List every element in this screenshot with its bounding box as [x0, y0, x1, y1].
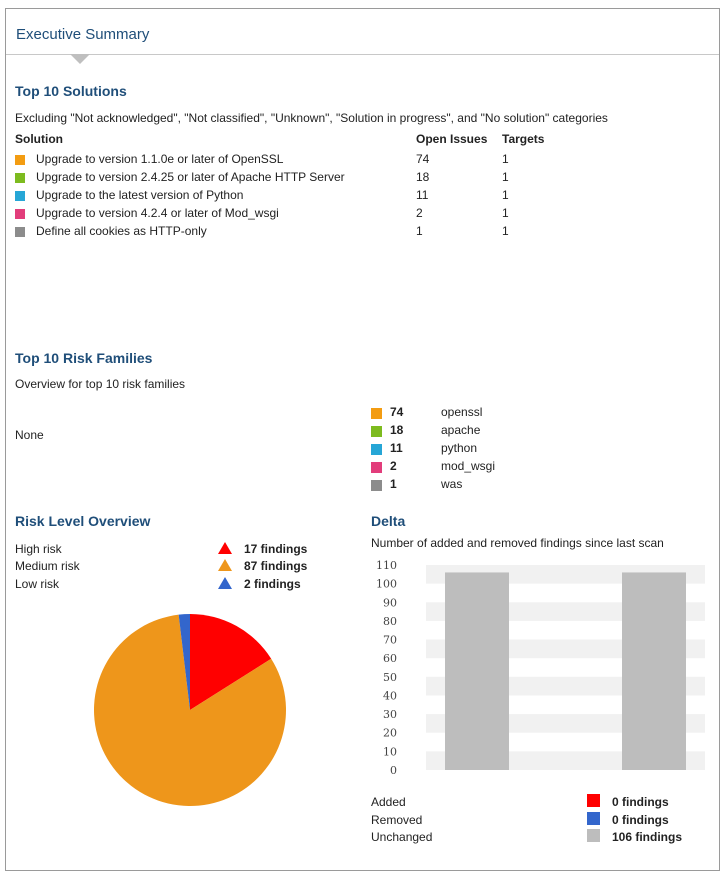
y-tick-label: 30 — [383, 708, 397, 722]
risk-families-subtitle: Overview for top 10 risk families — [15, 377, 186, 391]
targets-value: 1 — [502, 224, 509, 238]
solution-swatch — [15, 173, 25, 183]
solution-swatch — [15, 155, 25, 165]
legend-count: 11 — [390, 441, 403, 455]
open-issues-value: 11 — [416, 188, 429, 202]
solutions-subtitle: Excluding "Not acknowledged", "Not classified", "Unknown", "Solution in progress", and "No solution" categories — [15, 111, 608, 125]
legend-name: apache — [441, 423, 481, 437]
legend-swatch — [371, 462, 382, 473]
delta-subtitle: Number of added and removed findings since last scan — [371, 536, 664, 550]
y-tick-label: 70 — [383, 633, 397, 647]
delta-legend-swatch — [587, 812, 600, 825]
section-header — [6, 9, 719, 55]
solution-label: Define all cookies as HTTP-only — [36, 224, 207, 238]
y-tick-label: 10 — [383, 745, 397, 759]
y-tick-label: 0 — [390, 764, 397, 777]
delta-bar — [445, 572, 509, 770]
open-issues-value: 1 — [416, 224, 423, 238]
open-issues-value: 2 — [416, 206, 423, 220]
risk-level-label: Low risk — [15, 577, 60, 591]
legend-swatch — [371, 480, 382, 491]
solution-label: Upgrade to version 1.1.0e or later of OpenSSL — [36, 152, 284, 166]
solution-swatch — [15, 209, 25, 219]
risk-families-title: Top 10 Risk Families — [15, 350, 153, 366]
solution-label: Upgrade to the latest version of Python — [36, 188, 244, 202]
y-tick-label: 100 — [376, 577, 397, 591]
solution-label: Upgrade to version 4.2.4 or later of Mod_wsgi — [36, 206, 279, 220]
legend-swatch — [371, 408, 382, 419]
legend-name: was — [441, 477, 463, 491]
y-tick-label: 50 — [383, 670, 397, 684]
solution-label: Upgrade to version 2.4.25 or later of Apache HTTP Server — [36, 170, 345, 184]
legend-name: mod_wsgi — [441, 459, 496, 473]
delta-legend-swatch — [587, 794, 600, 807]
delta-legend-swatch — [587, 829, 600, 842]
y-tick-label: 20 — [383, 726, 397, 740]
delta-legend-findings: 0 findings — [612, 813, 669, 827]
legend-name: python — [441, 441, 478, 455]
legend-count: 1 — [390, 477, 397, 491]
open-issues-value: 74 — [416, 152, 430, 166]
risk-level-label: High risk — [15, 542, 62, 556]
page-title: Executive Summary — [16, 26, 150, 43]
risk-level-findings: 17 findings — [244, 542, 308, 556]
legend-count: 18 — [390, 423, 404, 437]
low-risk-triangle-icon — [218, 577, 232, 589]
targets-value: 1 — [502, 152, 509, 166]
risk-level-title: Risk Level Overview — [15, 513, 151, 529]
y-tick-label: 60 — [383, 652, 397, 666]
delta-title: Delta — [371, 513, 406, 529]
y-tick-label: 90 — [383, 596, 397, 610]
targets-value: 1 — [502, 170, 509, 184]
legend-name: openssl — [441, 405, 483, 419]
open-issues-column-header: Open Issues — [416, 132, 488, 146]
delta-legend-findings: 106 findings — [612, 830, 683, 844]
solution-swatch — [15, 227, 25, 237]
delta-bar-chart — [360, 555, 710, 780]
delta-legend-findings: 0 findings — [612, 795, 669, 809]
header-pointer — [70, 54, 90, 64]
targets-value: 1 — [502, 188, 509, 202]
targets-column-header: Targets — [502, 132, 545, 146]
high-risk-triangle-icon — [218, 542, 232, 554]
risk-level-pie-chart — [90, 610, 290, 810]
legend-count: 74 — [390, 405, 404, 419]
risk-level-findings: 2 findings — [244, 577, 301, 591]
targets-value: 1 — [502, 206, 509, 220]
risk-level-label: Medium risk — [15, 559, 80, 573]
legend-swatch — [371, 426, 382, 437]
legend-swatch — [371, 444, 382, 455]
open-issues-value: 18 — [416, 170, 430, 184]
delta-legend-label: Added — [371, 795, 406, 809]
y-tick-label: 40 — [383, 689, 397, 703]
delta-legend-label: Unchanged — [371, 830, 433, 844]
legend-count: 2 — [390, 459, 397, 473]
y-tick-label: 80 — [383, 614, 397, 628]
medium-risk-triangle-icon — [218, 559, 232, 571]
delta-legend-label: Removed — [371, 813, 423, 827]
delta-bar — [622, 572, 686, 770]
risk-level-findings: 87 findings — [244, 559, 308, 573]
solution-swatch — [15, 191, 25, 201]
y-tick-label: 110 — [376, 559, 397, 572]
solutions-title: Top 10 Solutions — [15, 83, 127, 99]
risk-families-chart-placeholder: None — [15, 428, 44, 442]
solution-column-header: Solution — [15, 132, 63, 146]
